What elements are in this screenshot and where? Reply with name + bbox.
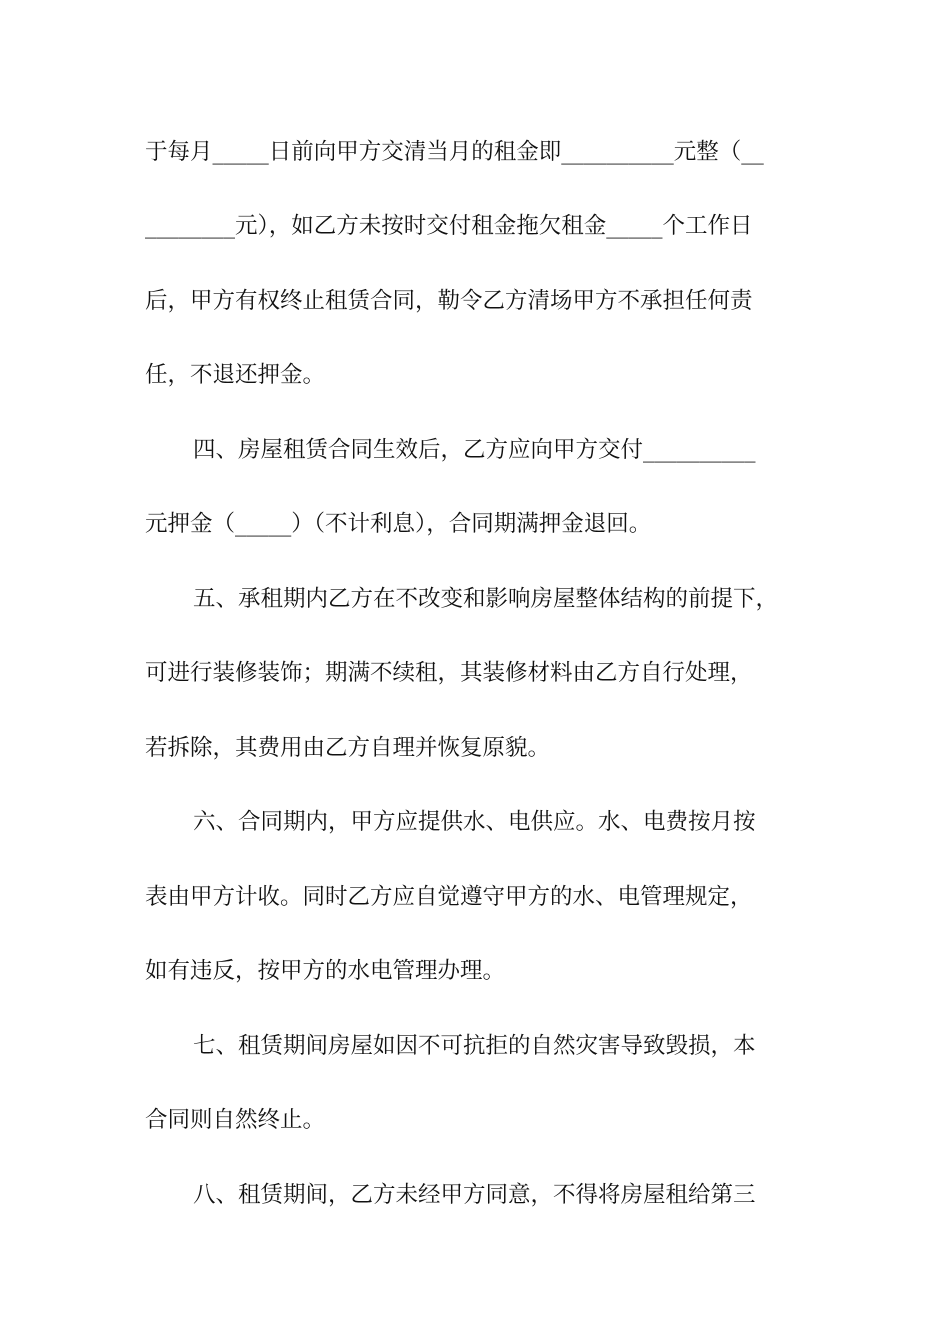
text-line: 后，甲方有权终止租赁合同，勒令乙方清场甲方不承担任何责	[145, 288, 753, 314]
paragraph-4-start: 四、房屋租赁合同生效后，乙方应向甲方交付__________	[193, 437, 756, 463]
paragraph-6-start: 六、合同期内，甲方应提供水、电供应。水、电费按月按	[193, 809, 756, 835]
paragraph-8-start: 八、租赁期间，乙方未经甲方同意，不得将房屋租给第三	[193, 1182, 756, 1208]
text-line: 可进行装修装饰；期满不续租，其装修材料由乙方自行处理，	[145, 660, 753, 686]
paragraph-7-start: 七、租赁期间房屋如因不可抗拒的自然灾害导致毁损，本	[193, 1033, 756, 1059]
text-line: 元押金（_____）（不计利息），合同期满押金退回。	[145, 511, 652, 537]
text-line: ________元），如乙方未按时交付租金拖欠租金_____个工作日	[145, 213, 753, 239]
text-line: 如有违反，按甲方的水电管理办理。	[145, 958, 506, 984]
text-line: 若拆除，其费用由乙方自理并恢复原貌。	[145, 735, 551, 761]
text-line: 于每月_____日前向甲方交清当月的租金即__________元整（__	[145, 139, 764, 165]
text-line: 合同则自然终止。	[145, 1107, 326, 1133]
text-line: 任，不退还押金。	[145, 362, 326, 388]
paragraph-5-start: 五、承租期内乙方在不改变和影响房屋整体结构的前提下，	[193, 586, 779, 612]
text-line: 表由甲方计收。同时乙方应自觉遵守甲方的水、电管理规定，	[145, 884, 753, 910]
